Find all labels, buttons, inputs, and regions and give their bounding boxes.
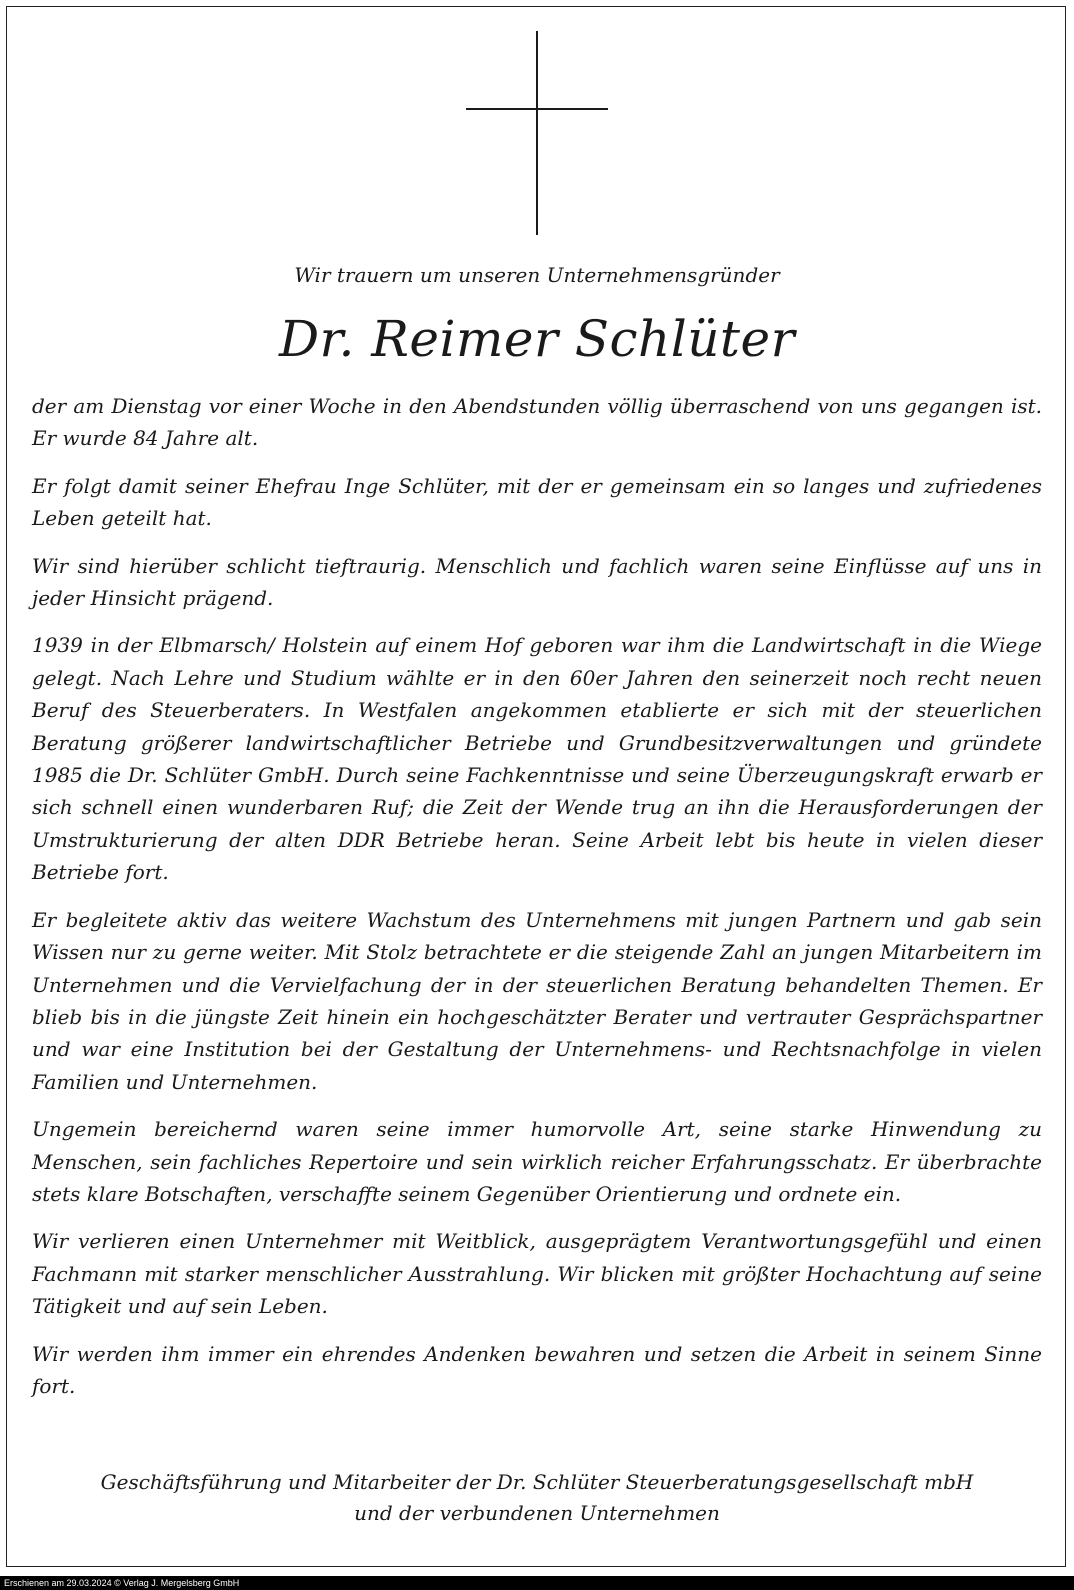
paragraph-1: der am Dienstag vor einer Woche in den Abendstunden völlig überraschend von uns gegangen ist. Er wurde 84 Jahre alt. <box>32 394 1042 451</box>
paragraph-8: Wir werden ihm immer ein ehrendes Andenken bewahren und setzen die Arbeit in seinem Sinne fort. <box>32 1341 1042 1398</box>
paragraph-5: Er begleitete aktiv das weitere Wachstum des Unternehmens mit jungen Partnern und gab sein Wissen nur zu gerne weiter. Mit Stolz betrachtete er die steigende Zahl an jungen Mitarbeitern im Unternehmen und die Vervielfachung der in der steuerlichen Beratung behandelten Themen. Er blieb bis in die jüngste Zeit hinein ein hochgeschätzter Berater und vertrauter Gesprächspartner und war eine Institution bei der Gestaltung der Unternehmens- und Rechtsnachfolge in vielen Familien und Unternehmen. <box>32 907 1042 1094</box>
footer-text: Erschienen am 29.03.2024 © Verlag J. Mergelsberg GmbH <box>4 1578 240 1588</box>
notice-body <box>32 390 1042 1417</box>
deceased-name: Dr. Reimer Schlüter <box>278 310 796 368</box>
cross-icon <box>0 0 1074 260</box>
signature-line-1: Geschäftsführung und Mitarbeiter der Dr. Schlüter Steuerberatungsgesellschaft mbH <box>100 1470 974 1494</box>
paragraph-2: Er folgt damit seiner Ehefrau Inge Schlüter, mit der er gemeinsam ein so langes und zufriedenes Leben geteilt hat. <box>32 473 1042 531</box>
footer-bar <box>0 1576 1074 1590</box>
intro-line: Wir trauern um unseren Unternehmensgründer <box>294 263 780 287</box>
paragraph-6: Ungemein bereichernd waren seine immer humorvolle Art, seine starke Hinwendung zu Menschen, sein fachliches Repertoire und sein wirklich reicher Erfahrungsschatz. Er überbrachte stets klare Botschaften, verschaffte seinem Gegenüber Orientierung und ordnete ein. <box>32 1117 1042 1206</box>
signature-line-2: und der verbundenen Unternehmen <box>354 1501 720 1525</box>
paragraph-4: 1939 in der Elbmarsch/ Holstein auf einem Hof geboren war ihm die Landwirtschaft in die Wiege gelegt. Nach Lehre und Studium wählte er in den 60er Jahren den seinerzeit noch recht neuen Beruf des Steuerberaters. In Westfalen angekommen etablierte er sich mit der steuerlichen Beratung größerer landwirtschaftlicher Betriebe und Grundbesitzverwaltungen und gründete 1985 die Dr. Schlüter GmbH. Durch seine Fachkenntnisse und seine Überzeugungskraft erwarb er sich schnell einen wunderbaren Ruf; die Zeit der Wende trug an ihn die Herausforderungen der Umstrukturierung der alten DDR Betriebe heran. Seine Arbeit lebt bis heute in vielen dieser Betriebe fort. <box>32 633 1042 885</box>
paragraph-3: Wir sind hierüber schlicht tieftraurig. Menschlich und fachlich waren seine Einflüsse auf uns in jeder Hinsicht prägend. <box>32 553 1042 611</box>
cross-horizontal-bar <box>466 108 608 110</box>
cross-vertical-bar <box>536 31 538 235</box>
paragraph-7: Wir verlieren einen Unternehmer mit Weitblick, ausgeprägtem Verantwortungsgefühl und einen Fachmann mit starker menschlicher Ausstrahlung. Wir blicken mit größter Hochachtung auf seine Tätigkeit und auf sein Leben. <box>32 1229 1042 1319</box>
signature-block <box>0 1467 1074 1529</box>
